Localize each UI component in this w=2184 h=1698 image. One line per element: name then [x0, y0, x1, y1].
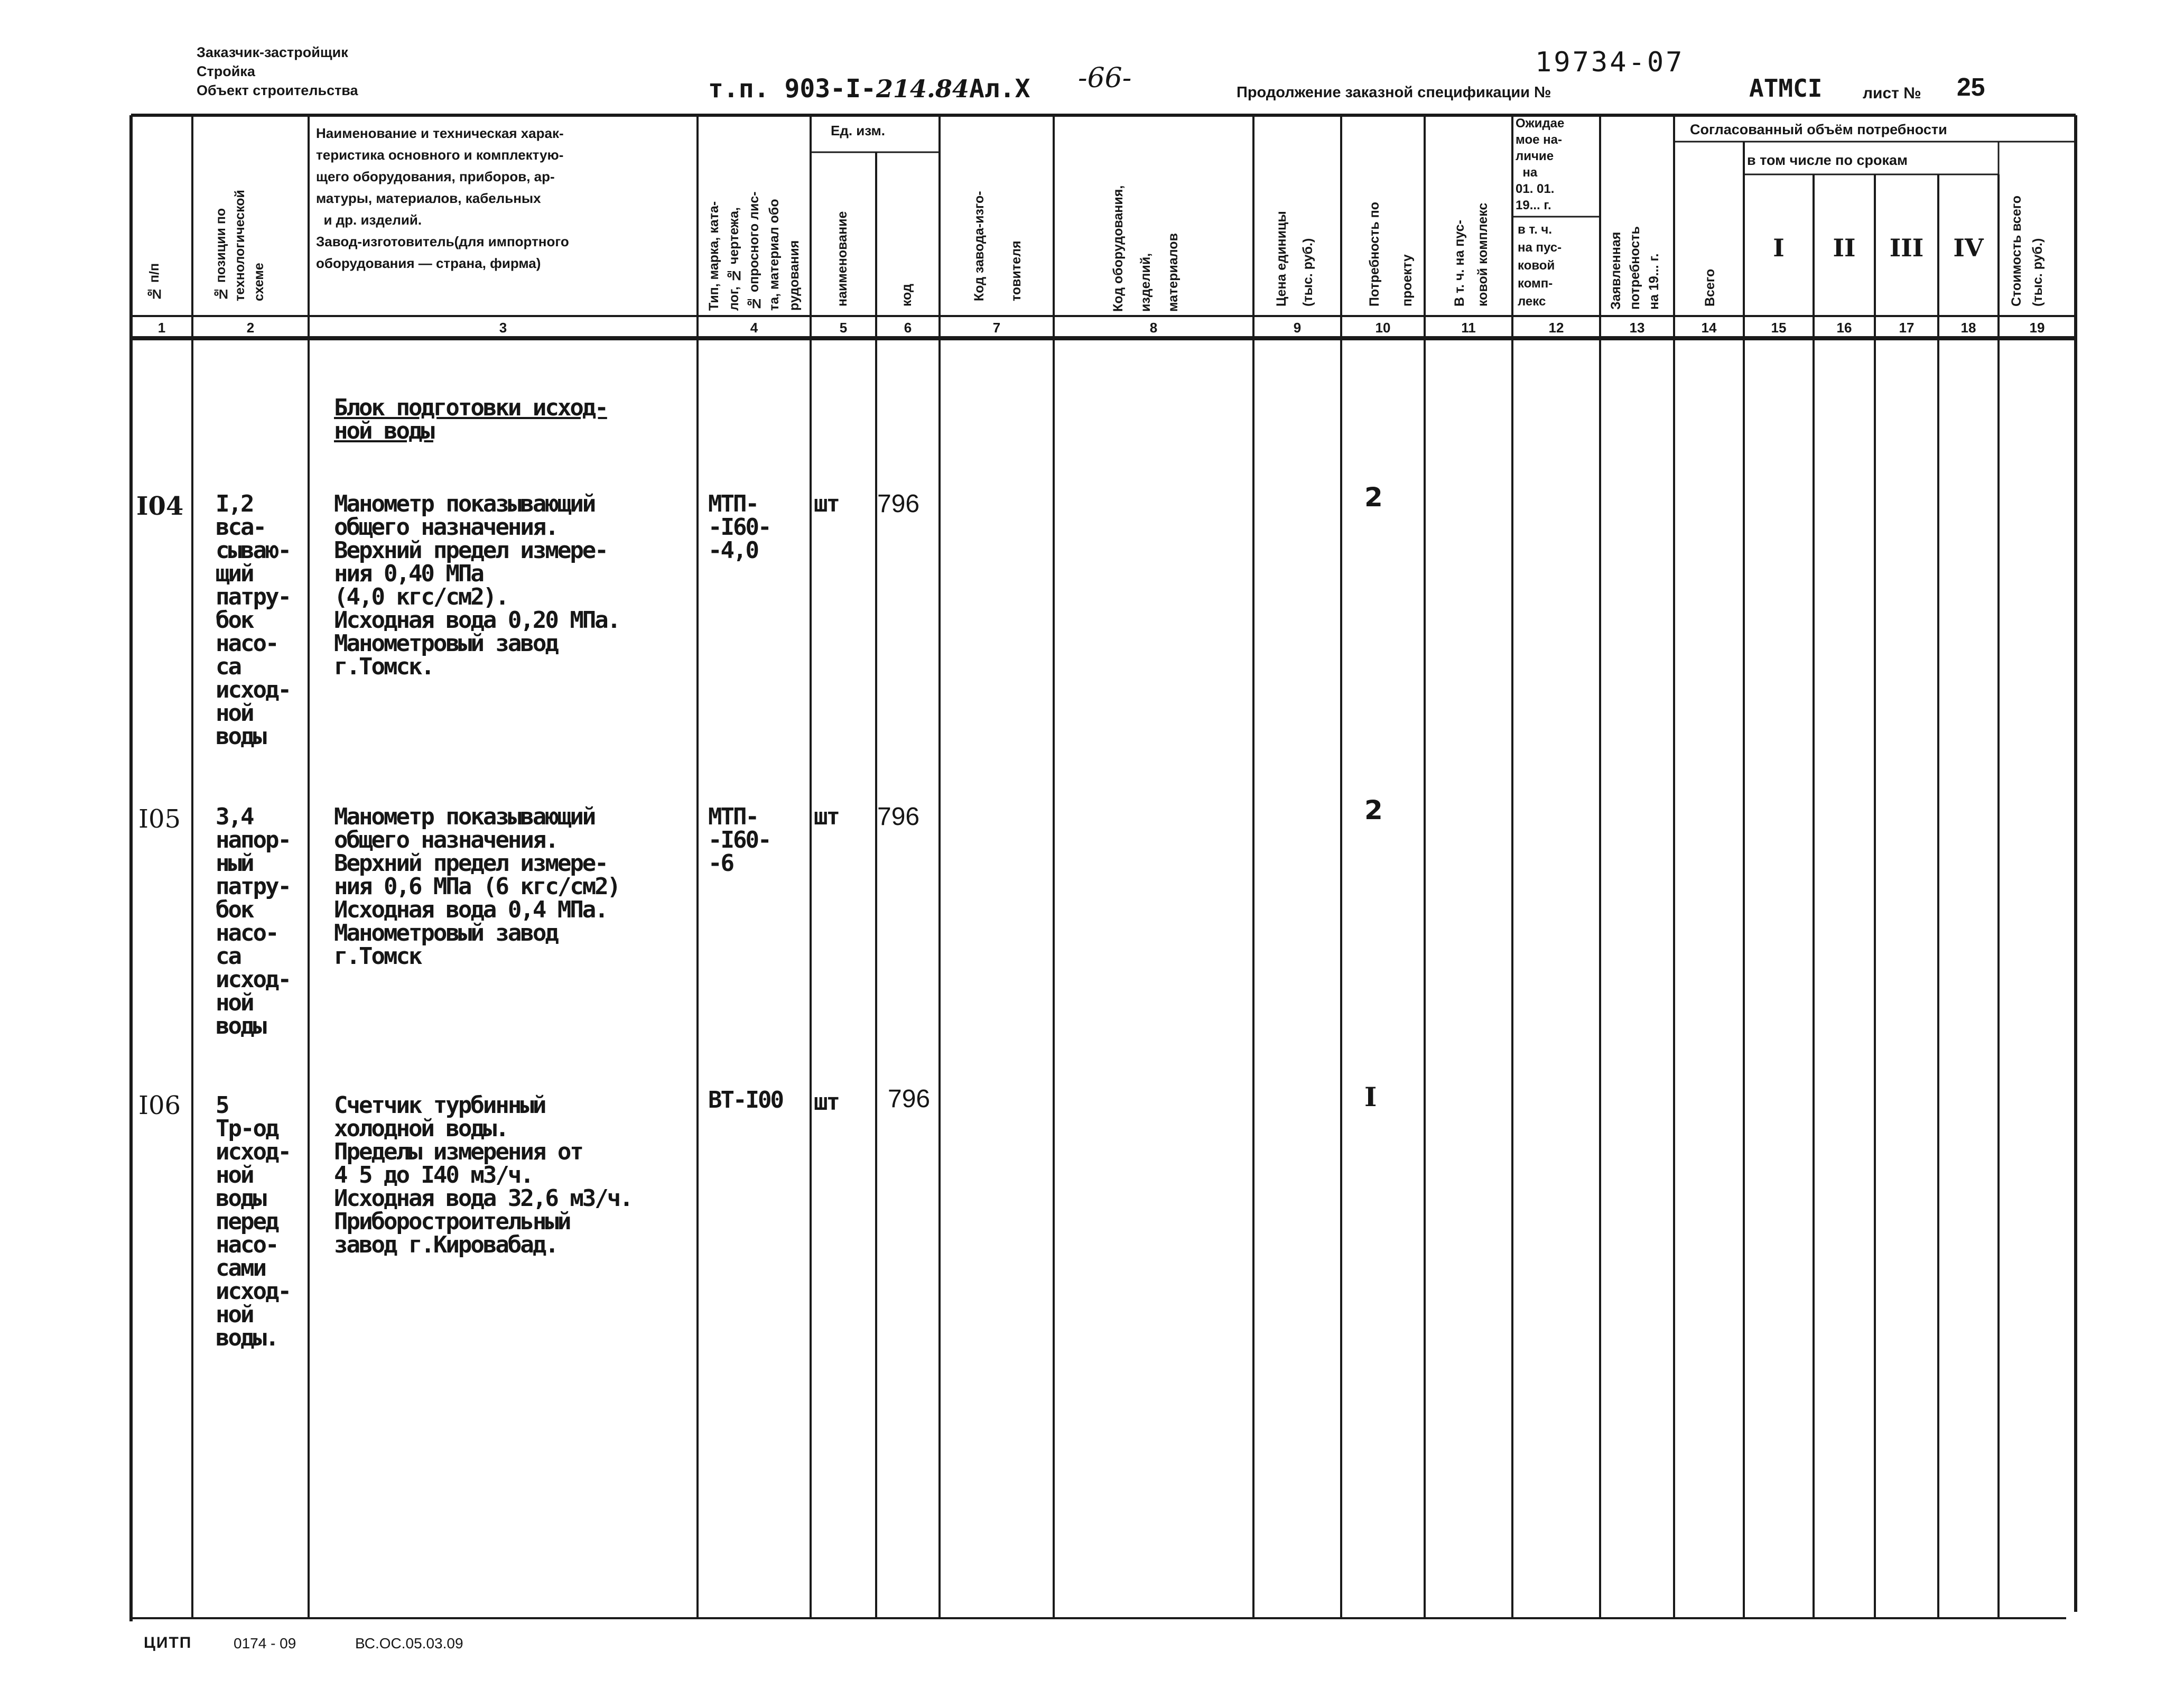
col-number: 16 [1836, 320, 1852, 336]
col-number: 18 [1960, 320, 1976, 336]
row-unit: шт [814, 490, 839, 517]
col-number: 1 [157, 320, 166, 336]
col-number: 12 [1548, 320, 1564, 336]
col-number: 9 [1293, 320, 1302, 336]
col-number: 6 [904, 320, 912, 336]
customer-label: Заказчик-застройщик [197, 44, 348, 60]
footer-code2: ВС.ОС.05.03.09 [355, 1635, 463, 1651]
row-qty: 2 [1364, 482, 1383, 513]
header-col13: Заявленная потребность на 19... г. [1609, 226, 1661, 310]
header-col1: № п/п [147, 263, 162, 301]
row-number: I04 [136, 491, 184, 521]
row-unit: шт [814, 1089, 839, 1116]
row-type: МТП- -I60- -6 [708, 803, 770, 877]
header-col15: I [1773, 234, 1785, 262]
archive-number: 19734-07 [1535, 47, 1685, 78]
row-qty: I [1364, 1081, 1377, 1112]
footer-code1: 0174 - 09 [234, 1635, 296, 1651]
col-number: 7 [992, 320, 1001, 336]
header-col11: В т. ч. на пус- ковой комплекс [1452, 202, 1490, 307]
spec-code: АТМСI [1749, 74, 1823, 103]
col-number: 10 [1375, 320, 1391, 336]
header-col14: Всего [1703, 268, 1717, 307]
col-number: 8 [1149, 320, 1158, 336]
col-number: 2 [246, 320, 255, 336]
header-col12a: Ожидае мое на- личие на 01. 01. 19... г. [1516, 116, 1565, 212]
row-description: Манометр показывающий общего назначения. Верхний предел измере- ния 0,6 МПа (6 кгс/см2) Исходная вода 0,4 МПа. Манометровый завод г.Томск [334, 803, 620, 970]
row-type: МТП- -I60- -4,0 [708, 490, 770, 564]
row-description: Манометр показывающий общего назначения. Верхний предел измере- ния 0,40 МПа (4,0 кгс/см2). Исходная вода 0,20 МПа. Манометровый завод г.Томск. [334, 490, 620, 680]
object-label: Объект строительства [197, 82, 358, 98]
header-col9: Цена единицы (тыс. руб.) [1274, 211, 1315, 307]
col-number: 5 [839, 320, 848, 336]
header-col10: Потребность по проекту [1367, 201, 1415, 307]
row-number: I06 [138, 1091, 181, 1120]
header-col8: Код оборудования, изделий, материалов [1111, 185, 1181, 312]
col-number: 11 [1461, 320, 1476, 336]
continuation-label: Продолжение заказной спецификации № [1237, 84, 1551, 101]
row-unit-code: 796 [888, 1085, 931, 1113]
header-col2: № позиции по технологической схеме [213, 190, 266, 301]
header-col3: Наименование и техническая харак- теристика основного и комплектую- щего оборудования, приборов, ар- матуры, материалов, кабельных и др. изделий. Завод-изготовитель(для импортного оборудования — страна, фирма) [316, 125, 569, 271]
row-position: 5 Тр-од исход- ной воды перед насо- сами исход- ной воды. [216, 1092, 290, 1351]
row-position: 3,4 напор- ный патру- бок насо- са исход- ной воды [216, 803, 290, 1040]
header-col6: код [899, 284, 914, 307]
doc-code-main: т.п. 903-I- [708, 74, 876, 104]
row-unit: шт [814, 803, 839, 830]
header-col19: Стоимость всего (тыс. руб.) [2009, 195, 2045, 307]
col-number: 15 [1771, 320, 1787, 336]
header-col12b: в т. ч. на пус- ковой комп- лекс [1518, 222, 1562, 309]
row-position: I,2 вса- сываю- щий патру- бок насо- са исход- ной воды [216, 490, 290, 750]
header-col17: III [1889, 234, 1924, 262]
header-by-terms: в том числе по срокам [1747, 152, 1908, 168]
site-label: Стройка [197, 63, 255, 79]
col-number: 4 [750, 320, 758, 336]
header-col4: Тип, марка, ката- лог, № чертежа, № опросного лис- та, материал обо рудования [707, 191, 802, 311]
doc-code-suffix: Ал.Х [969, 74, 1030, 104]
header-col5: наименование [835, 211, 850, 307]
row-unit-code: 796 [877, 803, 920, 831]
col-number: 14 [1701, 320, 1717, 336]
section-title: Блок подготовки исход- ной воды [334, 394, 607, 444]
header-col7: Код завода-изго- товителя [972, 191, 1024, 301]
col-number: 19 [2029, 320, 2045, 336]
doc-code-handwritten: 214.84 [876, 75, 969, 103]
col-number: 3 [499, 320, 507, 336]
col-number: 13 [1629, 320, 1645, 336]
row-unit-code: 796 [877, 490, 920, 518]
header-agreed: Согласованный объём потребности [1690, 122, 1947, 137]
row-qty: 2 [1364, 795, 1383, 825]
header-col16: II [1833, 234, 1856, 262]
header-units: Ед. изм. [831, 123, 886, 138]
sheet-number: 25 [1957, 73, 1985, 101]
row-type: ВТ-I00 [708, 1087, 783, 1114]
row-description: Счетчик турбинный холодной воды. Пределы измерения от 4 5 до I40 м3/ч. Исходная вода 32,6 м3/ч. Приборостроительный завод г.Кировабад. [334, 1092, 632, 1258]
footer-org: ЦИТП [144, 1634, 192, 1651]
col-number: 17 [1899, 320, 1915, 336]
page-number: -66- [1078, 62, 1132, 94]
sheet-label: лист № [1863, 85, 1921, 102]
header-col18: IV [1953, 234, 1984, 262]
row-number: I05 [138, 804, 181, 834]
